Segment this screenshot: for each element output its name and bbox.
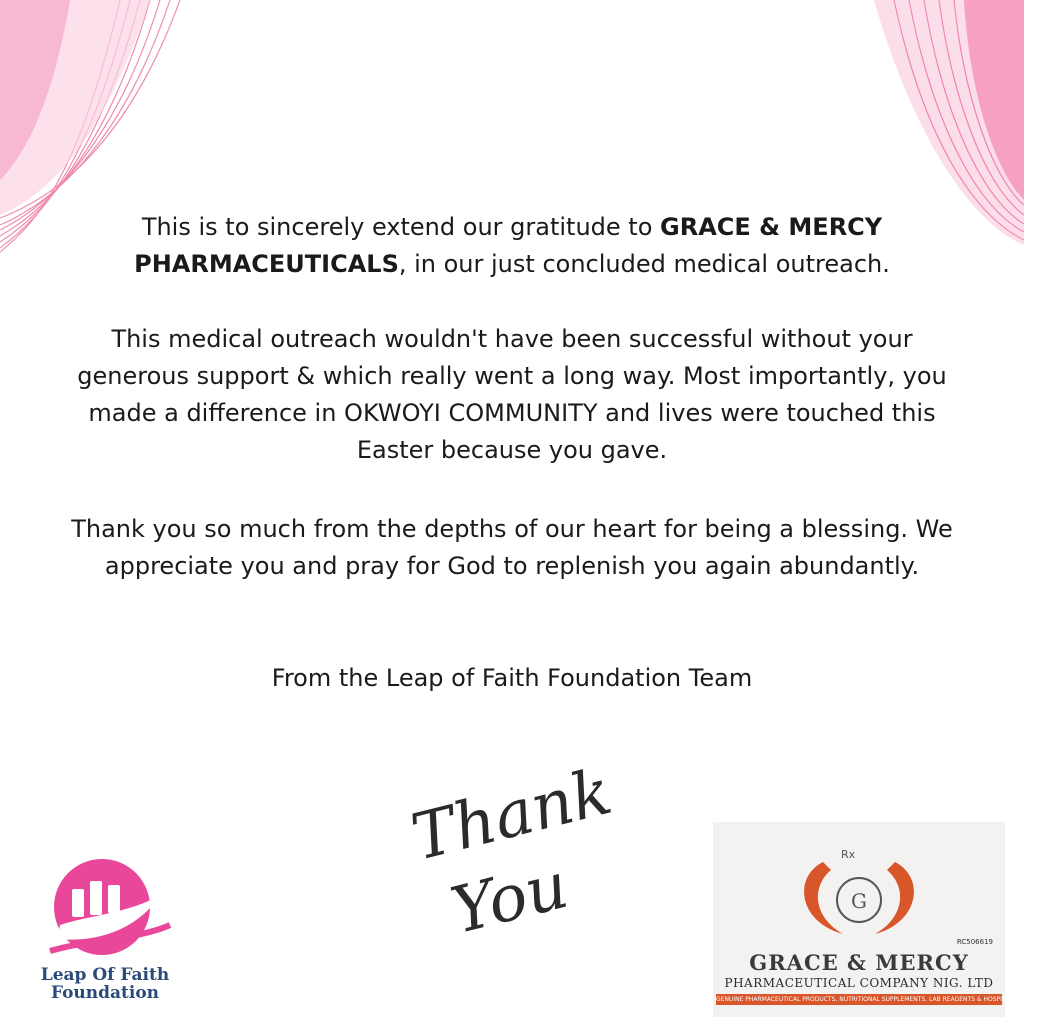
signoff-line: From the Leap of Faith Foundation Team [271, 664, 753, 692]
blessing-paragraph: Thank you so much from the depths of our heart for being a blessing. We appreciate you and pray for God to replenish you again abundantly. [71, 515, 953, 580]
logo-line-2: Foundation [50, 983, 160, 1003]
logo-line-1: Leap Of Faith [40, 965, 170, 985]
leap-of-faith-logo [20, 855, 190, 1015]
thank-you-script-art [395, 745, 625, 960]
thank-word: Thank [404, 754, 619, 876]
svg-text:G: G [851, 889, 867, 913]
outreach-paragraph: This medical outreach wouldn't have been successful without your generous support & which really went a long way. Most importantly, you made a difference in OKWOYI COMMUNITY and lives were touched this Easter because you gave. [77, 325, 947, 464]
you-word: You [444, 848, 576, 949]
gratitude-text-end: , in our just concluded medical outreach. [398, 250, 890, 278]
rx-mark: Rx [841, 848, 856, 861]
gratitude-paragraph [60, 209, 964, 283]
registration-number: RC506619 [956, 938, 993, 946]
company-subtitle: PHARMACEUTICAL COMPANY NIG. LTD [724, 976, 994, 990]
grace-mercy-emblem [713, 822, 1005, 947]
company-tagline-band: GENUINE PHARMACEUTICAL PRODUCTS, NUTRITIONAL SUPPLEMENTS, LAB REAGENTS & HOSPITAL EQUIPMENTS [716, 996, 1054, 1003]
company-name: GRACE & MERCY [749, 950, 969, 975]
grace-and-mercy-logo [713, 822, 1054, 1017]
leap-of-faith-emblem [20, 855, 190, 965]
company-name-highlight: GRACE & MERCY PHARMACEUTICALS [134, 213, 883, 278]
gratitude-text: This is to sincerely extend our gratitude to [141, 213, 661, 241]
